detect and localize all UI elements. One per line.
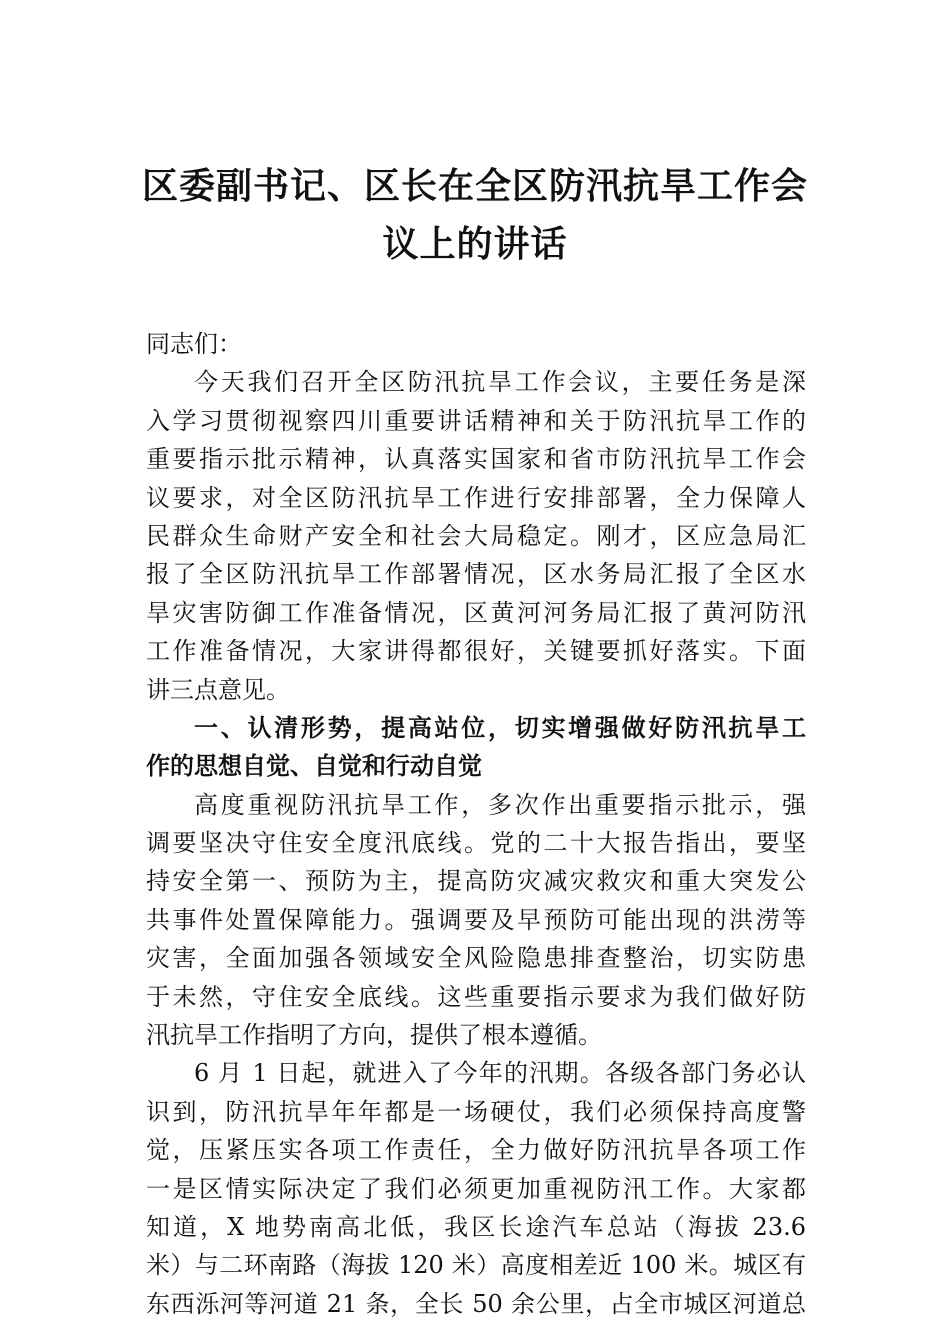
text-line: 6 月 1 日起，就进入了今年的汛期。各级各部门务必认 [194,1059,806,1088]
text-line: 议要求，对全区防汛抗旱工作进行安排部署，全力保障人 [146,483,806,512]
text-line: 米）与二环南路（海拔 120 米）高度相差近 100 米。城区有 [146,1251,806,1280]
title-line: 区委副书记、区长在全区防汛抗旱工作会 [141,166,808,207]
text-line: 知道，X 地势南高北低，我区长途汽车总站（海拔 23.6 [146,1212,806,1241]
document-title [130,158,820,274]
paragraph-opening [146,363,806,709]
text-line: 于未然，守住安全底线。这些重要指示要求为我们做好防 [146,982,806,1011]
text-line: 重要指示批示精神，认真落实国家和省市防汛抗旱工作会 [146,445,806,474]
text-line: 旱灾害防御工作准备情况，区黄河河务局汇报了黄河防汛 [146,598,806,627]
document-body [146,325,806,1323]
title-line: 议上的讲话 [382,224,568,265]
text-line: 入学习贯彻视察四川重要讲话精神和关于防汛抗旱工作的 [146,406,806,435]
paragraph-directives [146,786,806,1055]
text-line: 觉，压紧压实各项工作责任，全力做好防汛抗旱各项工作 [146,1136,806,1165]
text-line: 汛抗旱工作指明了方向，提供了根本遵循。 [146,1021,602,1050]
text-line: 灾害，全面加强各领域安全风险隐患排查整治，切实防患 [146,944,806,973]
heading-line: 作的思想自觉、自觉和行动自觉 [146,752,482,781]
text-line: 报了全区防汛抗旱工作部署情况，区水务局汇报了全区水 [146,560,806,589]
text-line: 一是区情实际决定了我们必须更加重视防汛工作。大家都 [146,1174,806,1203]
text-line: 今天我们召开全区防汛抗旱工作会议，主要任务是深 [194,368,806,397]
heading-line: 一、认清形势，提高站位，切实增强做好防汛抗旱工 [194,713,806,742]
section-heading [146,709,806,786]
text-line: 识到，防汛抗旱年年都是一场硬仗，我们必须保持高度警 [146,1097,806,1126]
text-line: 持安全第一、预防为主，提高防灾减灾救灾和重大突发公 [146,867,806,896]
salutation: 同志们： [146,330,242,358]
text-line: 东西泺河等河道 21 条，全长 50 余公里，占全市城区河道总 [146,1289,806,1318]
text-line: 调要坚决守住安全度汛底线。党的二十大报告指出，要坚 [146,829,806,858]
text-line: 共事件处置保障能力。强调要及早预防可能出现的洪涝等 [146,905,806,934]
text-line: 高度重视防汛抗旱工作，多次作出重要指示批示，强 [194,790,806,819]
text-line: 民群众生命财产安全和社会大局稳定。刚才，区应急局汇 [146,521,806,550]
paragraph-flood-season [146,1054,806,1323]
text-line: 讲三点意见。 [146,675,290,704]
text-line: 工作准备情况，大家讲得都很好，关键要抓好落实。下面 [146,637,806,666]
